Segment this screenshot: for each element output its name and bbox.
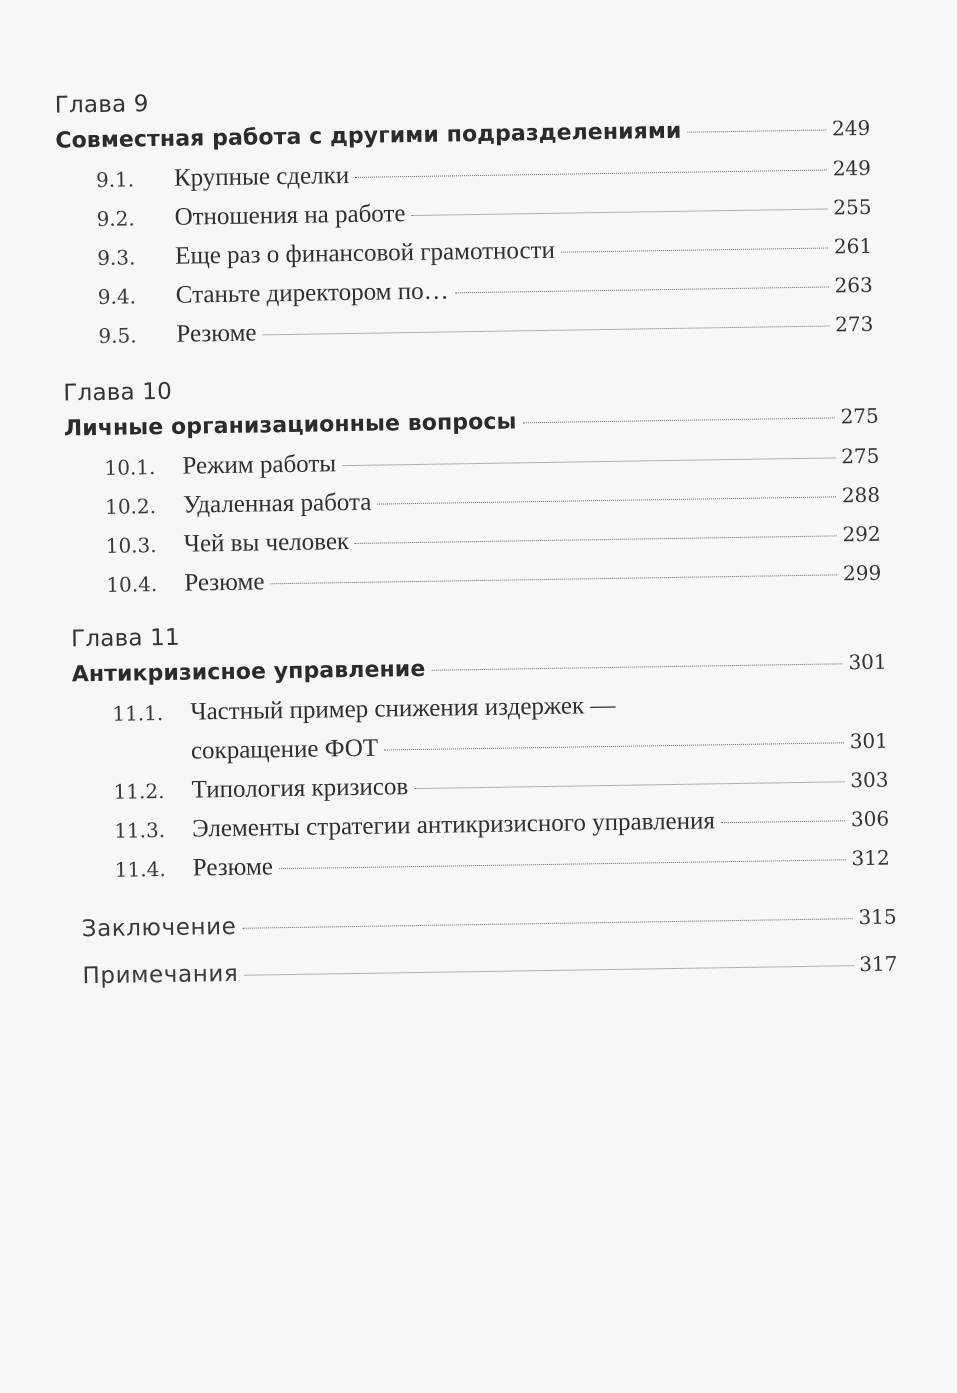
section-title: Удаленная работа — [182, 488, 372, 519]
chapter-11 — [71, 612, 890, 890]
toc-entry[interactable] — [81, 897, 897, 950]
toc-entry[interactable] — [82, 943, 898, 996]
page-number: 261 — [833, 233, 873, 259]
section-number: 10.1. — [104, 455, 156, 480]
chapter-label: Глава 11 — [70, 624, 181, 653]
section-title: Режим работы — [182, 450, 337, 480]
page-number: 315 — [858, 904, 897, 930]
page-number: 273 — [834, 311, 874, 337]
section-title: Резюме — [184, 568, 265, 597]
section-number: 9.2. — [96, 206, 135, 231]
section-number: 9.5. — [98, 323, 137, 348]
section-number: 11.1. — [112, 700, 164, 726]
dot-leader — [384, 742, 844, 750]
chapter-9 — [55, 78, 874, 356]
dot-leader — [414, 781, 844, 789]
dot-leader — [355, 170, 827, 178]
dot-leader — [561, 247, 828, 252]
dot-leader — [721, 820, 845, 823]
backmatter-conclusion — [81, 897, 897, 950]
page-number: 303 — [850, 767, 889, 793]
dot-leader — [412, 209, 828, 217]
chapter-label: Глава 9 — [54, 91, 149, 119]
toc-entry[interactable] — [72, 682, 888, 773]
backmatter-notes — [82, 944, 898, 997]
section-title: Крупные сделки — [173, 162, 350, 192]
section-number: 10.3. — [105, 533, 157, 558]
dot-leader — [431, 663, 842, 670]
dot-leader — [523, 417, 835, 423]
page-number: 306 — [850, 806, 890, 832]
section-number: 11.4. — [114, 856, 166, 882]
chapter-label: Глава 10 — [63, 378, 173, 407]
chapter-title: Антикризисное управление — [71, 656, 426, 688]
chapter-10 — [63, 366, 881, 605]
section-number: 10.2. — [104, 494, 157, 519]
page-number: 263 — [834, 272, 873, 298]
section-title: Еще раз о финансовой грамотности — [174, 236, 556, 270]
section-number: 11.3. — [114, 817, 166, 843]
backmatter-title: Заключение — [81, 913, 237, 943]
chapter-title: Личные организационные вопросы — [63, 409, 517, 442]
dot-leader — [342, 457, 835, 466]
page-number: 288 — [841, 482, 881, 508]
dot-leader — [377, 496, 836, 504]
backmatter-title: Примечания — [82, 960, 239, 990]
page-number: 301 — [848, 649, 887, 675]
section-title: Элементы стратегии антикризисного управления — [191, 807, 716, 843]
dot-leader — [263, 325, 830, 335]
page-number: 275 — [840, 403, 879, 429]
page-number: 275 — [841, 443, 880, 469]
section-title-line2: сокращение ФОТ — [190, 734, 379, 765]
section-number: 9.4. — [97, 284, 137, 309]
page-number: 292 — [842, 521, 881, 547]
section-title: Станьте директором по… — [175, 277, 449, 309]
section-number: 9.3. — [97, 245, 136, 270]
section-title: Отношения на работе — [174, 200, 406, 231]
page-number: 301 — [849, 728, 889, 754]
section-title: Резюме — [176, 319, 257, 348]
page-number: 249 — [831, 115, 871, 141]
dot-leader — [244, 965, 853, 976]
section-title: Типология кризисов — [191, 773, 409, 804]
dot-leader — [355, 535, 836, 544]
section-number: 11.2. — [113, 778, 165, 804]
chapter-title: Совместная работа с другими подразделениями — [55, 118, 682, 154]
dot-leader — [687, 130, 826, 133]
section-number: 10.4. — [106, 572, 158, 597]
section-title-line1: Частный пример снижения издержек — — [190, 691, 616, 726]
section-title: Чей вы человек — [183, 528, 350, 558]
page-number: 255 — [833, 194, 872, 220]
page-number: 312 — [851, 845, 890, 871]
dot-leader — [455, 286, 829, 293]
dot-leader — [242, 918, 852, 929]
page-number: 299 — [842, 560, 882, 586]
section-title: Резюме — [192, 853, 274, 882]
dot-leader — [279, 859, 846, 869]
page-number: 317 — [859, 951, 898, 977]
page-number: 249 — [832, 155, 872, 181]
section-number: 9.1. — [95, 167, 135, 192]
dot-leader — [270, 574, 837, 584]
